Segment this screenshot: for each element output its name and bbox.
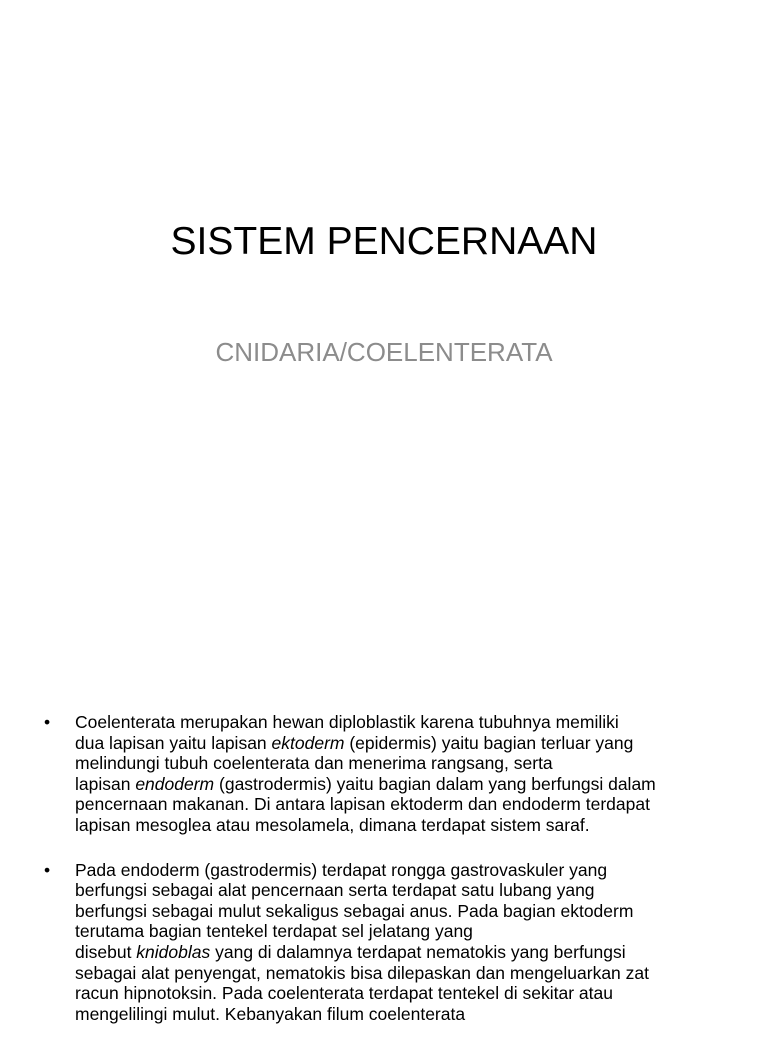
bullet-item-2: [44, 860, 734, 1025]
bullet-2-line-7: racun hipnotoksin. Pada coelenterata terdapat tentekel di sekitar atau: [75, 983, 613, 1004]
bullet-2-line-5: disebut knidoblas yang di dalamnya terdapat nematokis yang berfungsi: [75, 941, 626, 962]
bullet-2-line-8: mengelilingi mulut. Kebanyakan filum coelenterata: [75, 1003, 466, 1024]
term-ektoderm: ektoderm: [271, 732, 345, 753]
term-endoderm: endoderm: [135, 773, 215, 794]
bullet-2-line-6: sebagai alat penyengat, nematokis bisa dilepaskan dan mengeluarkan zat: [75, 962, 649, 983]
bullet-2-line-3: berfungsi sebagai mulut sekaligus sebagai anus. Pada bagian ektoderm: [75, 900, 634, 921]
bullet-1-line-6: lapisan mesoglea atau mesolamela, dimana terdapat sistem saraf.: [75, 814, 590, 835]
bullet-item-1: [44, 712, 734, 836]
bullet-1-line-1: Coelenterata merupakan hewan diploblastik karena tubuhnya memiliki: [75, 712, 619, 732]
bullet-2-line-1: Pada endoderm (gastrodermis) terdapat rongga gastrovaskuler yang: [75, 859, 608, 880]
bullet-1-line-5: pencernaan makanan. Di antara lapisan ektoderm dan endoderm terdapat: [75, 794, 650, 815]
slide-title: SISTEM PENCERNAAN: [170, 220, 598, 263]
bullet-2-line-4: terutama bagian tentekel terdapat sel jelatang yang: [75, 921, 473, 942]
slide-subtitle: CNIDARIA/COELENTERATA: [215, 337, 553, 367]
bullet-list: [44, 712, 734, 1048]
bullet-1-line-3: melindungi tubuh coelenterata dan menerima rangsang, serta: [75, 753, 553, 774]
bullet-1-line-2: dua lapisan yaitu lapisan ektoderm (epidermis) yaitu bagian terluar yang: [75, 732, 634, 753]
bullet-marker: •: [44, 859, 51, 880]
term-knidoblas: knidoblas: [136, 941, 211, 962]
bullet-2-line-2: berfungsi sebagai alat pencernaan serta terdapat satu lubang yang: [75, 880, 595, 901]
bullet-marker: •: [44, 712, 51, 732]
bullet-1-line-4: lapisan endoderm (gastrodermis) yaitu bagian dalam yang berfungsi dalam: [75, 773, 656, 794]
